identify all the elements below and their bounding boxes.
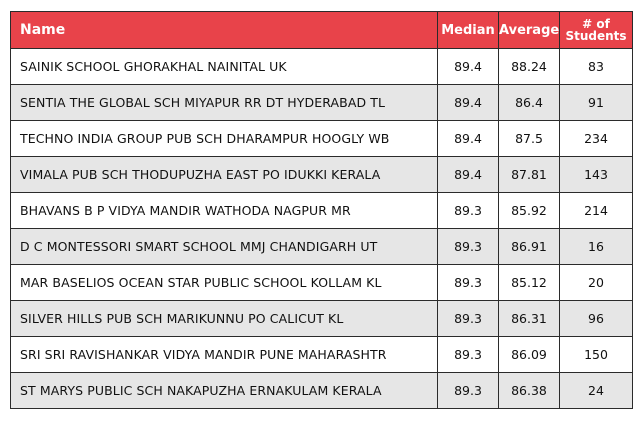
students-cell: 16 (560, 229, 633, 265)
average-cell: 86.91 (499, 229, 560, 265)
average-cell: 85.12 (499, 265, 560, 301)
school-name-cell: TECHNO INDIA GROUP PUB SCH DHARAMPUR HOOGLY WB (11, 121, 438, 157)
table-header (11, 12, 633, 49)
average-cell: 86.09 (499, 337, 560, 373)
school-name-cell: MAR BASELIOS OCEAN STAR PUBLIC SCHOOL KOLLAM KL (11, 265, 438, 301)
table-row (11, 229, 633, 265)
column-header-average: Average (499, 12, 560, 49)
average-cell: 87.5 (499, 121, 560, 157)
school-name-cell: SAINIK SCHOOL GHORAKHAL NAINITAL UK (11, 49, 438, 85)
students-cell: 96 (560, 301, 633, 337)
median-cell: 89.3 (438, 337, 499, 373)
column-header-median: Median (438, 12, 499, 49)
students-cell: 24 (560, 373, 633, 409)
school-name-cell: D C MONTESSORI SMART SCHOOL MMJ CHANDIGARH UT (11, 229, 438, 265)
school-name-cell: BHAVANS B P VIDYA MANDIR WATHODA NAGPUR MR (11, 193, 438, 229)
school-name-cell: SILVER HILLS PUB SCH MARIKUNNU PO CALICUT KL (11, 301, 438, 337)
students-cell: 150 (560, 337, 633, 373)
column-header-students-line2: Students (565, 29, 627, 43)
median-cell: 89.3 (438, 265, 499, 301)
table-row (11, 301, 633, 337)
students-cell: 20 (560, 265, 633, 301)
median-cell: 89.3 (438, 373, 499, 409)
table-row (11, 85, 633, 121)
median-cell: 89.3 (438, 229, 499, 265)
school-name-cell: VIMALA PUB SCH THODUPUZHA EAST PO IDUKKI KERALA (11, 157, 438, 193)
table-row (11, 373, 633, 409)
students-cell: 143 (560, 157, 633, 193)
table-row (11, 157, 633, 193)
students-cell: 83 (560, 49, 633, 85)
column-header-students-line1: # of (582, 17, 610, 31)
table-body (11, 49, 633, 409)
average-cell: 86.4 (499, 85, 560, 121)
average-cell: 85.92 (499, 193, 560, 229)
average-cell: 86.31 (499, 301, 560, 337)
school-name-cell: ST MARYS PUBLIC SCH NAKAPUZHA ERNAKULAM KERALA (11, 373, 438, 409)
median-cell: 89.4 (438, 157, 499, 193)
average-cell: 88.24 (499, 49, 560, 85)
median-cell: 89.4 (438, 121, 499, 157)
median-cell: 89.4 (438, 85, 499, 121)
median-cell: 89.3 (438, 193, 499, 229)
school-ranking-table (10, 11, 633, 409)
column-header-students (560, 12, 633, 49)
average-cell: 87.81 (499, 157, 560, 193)
school-name-cell: SENTIA THE GLOBAL SCH MIYAPUR RR DT HYDERABAD TL (11, 85, 438, 121)
table-row (11, 193, 633, 229)
students-cell: 91 (560, 85, 633, 121)
median-cell: 89.4 (438, 49, 499, 85)
students-cell: 234 (560, 121, 633, 157)
students-cell: 214 (560, 193, 633, 229)
table-row (11, 49, 633, 85)
table-row (11, 337, 633, 373)
header-row (11, 12, 633, 49)
school-name-cell: SRI SRI RAVISHANKAR VIDYA MANDIR PUNE MAHARASHTR (11, 337, 438, 373)
average-cell: 86.38 (499, 373, 560, 409)
table-row (11, 265, 633, 301)
table-row (11, 121, 633, 157)
column-header-name: Name (11, 12, 438, 49)
median-cell: 89.3 (438, 301, 499, 337)
